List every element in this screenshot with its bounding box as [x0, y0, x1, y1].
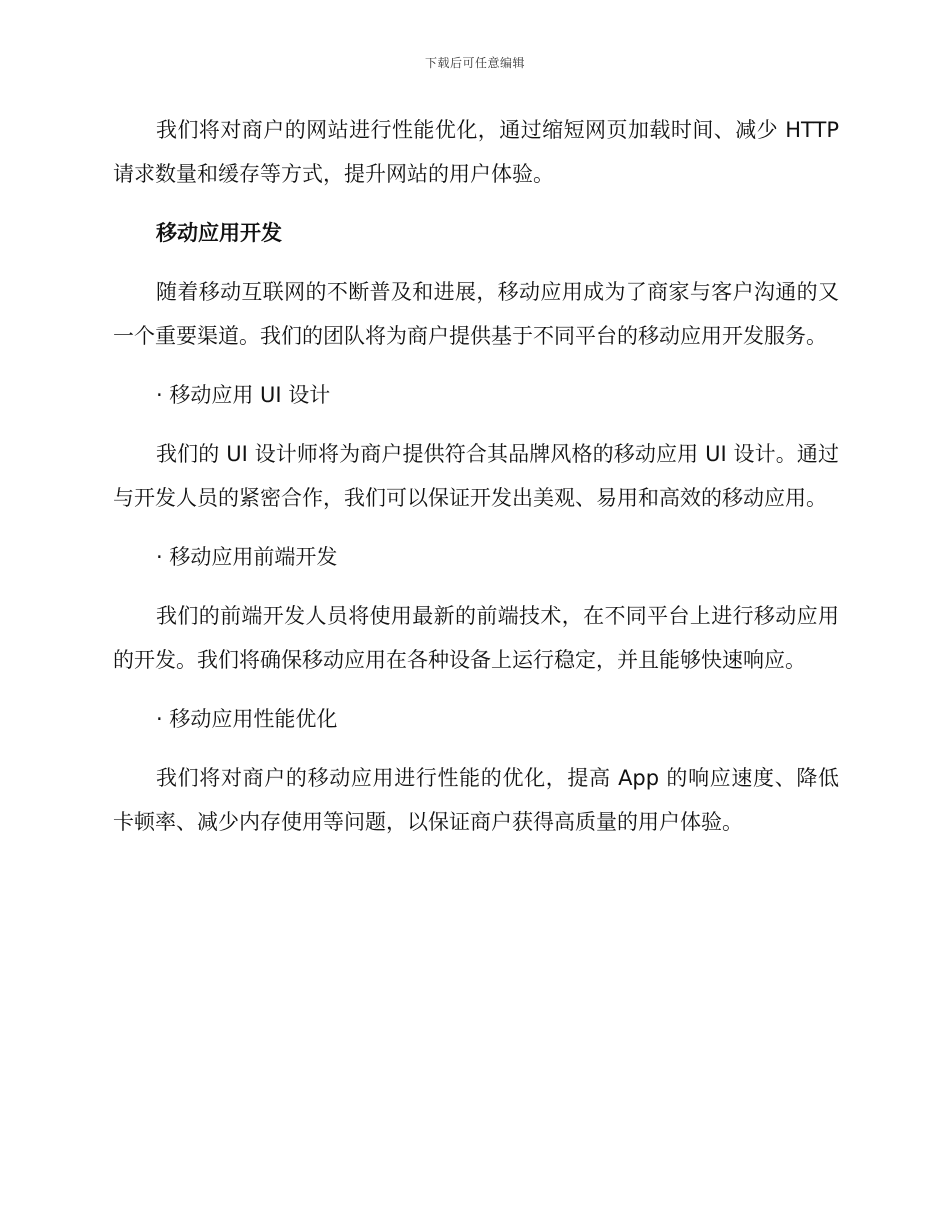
- document-body: [113, 108, 839, 859]
- paragraph-website-optimization: 我们将对商户的网站进行性能优化，通过缩短网页加载时间、减少 HTTP 请求数量和缓存等方式，提升网站的用户体验。: [113, 118, 839, 186]
- bullet-performance: · 移动应用性能优化: [156, 707, 338, 731]
- section-heading-mobile-app: 移动应用开发: [156, 221, 282, 245]
- paragraph-performance: 我们将对商户的移动应用进行性能的优化，提高 App 的响应速度、降低卡顿率、减少内存使用等问题，以保证商户获得高质量的用户体验。: [113, 766, 839, 834]
- paragraph-frontend-dev: 我们的前端开发人员将使用最新的前端技术，在不同平台上进行移动应用的开发。我们将确保移动应用在各种设备上运行稳定，并且能够快速响应。: [113, 604, 839, 672]
- bullet-ui-design: · 移动应用 UI 设计: [156, 383, 331, 407]
- paragraph-ui-design: 我们的 UI 设计师将为商户提供符合其品牌风格的移动应用 UI 设计。通过与开发人员的紧密合作，我们可以保证开发出美观、易用和高效的移动应用。: [113, 442, 839, 510]
- header-note: 下载后可任意编辑: [424, 56, 525, 70]
- paragraph-mobile-intro: 随着移动互联网的不断普及和进展，移动应用成为了商家与客户沟通的又一个重要渠道。我们的团队将为商户提供基于不同平台的移动应用开发服务。: [113, 280, 839, 348]
- bullet-frontend-dev: · 移动应用前端开发: [156, 545, 338, 569]
